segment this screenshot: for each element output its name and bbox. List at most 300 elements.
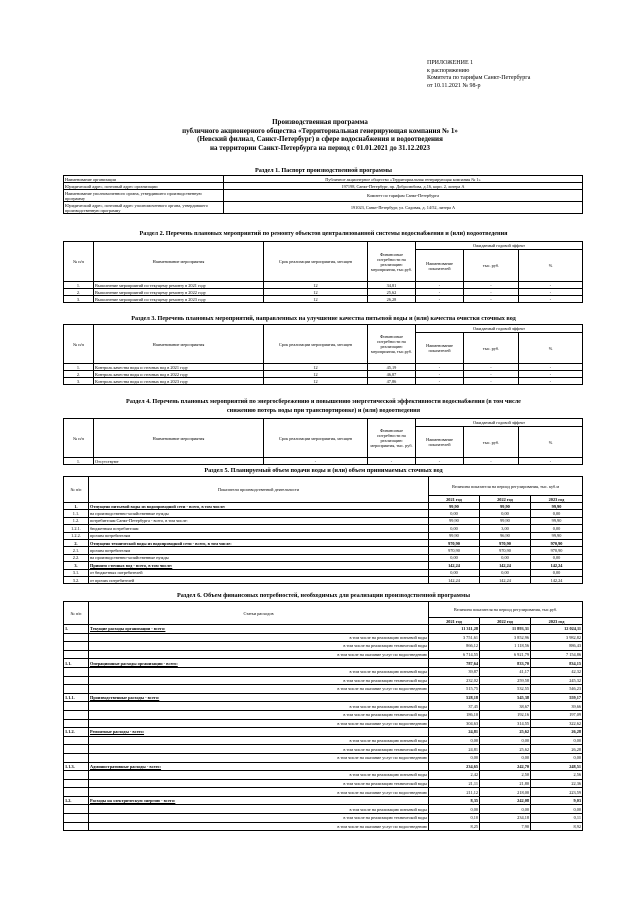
cell: 142,24 — [480, 562, 531, 569]
cell: 1.1. — [64, 659, 89, 668]
table-row — [64, 779, 583, 788]
cell: Наименование организации — [64, 176, 224, 183]
cell: 0,00 — [429, 736, 480, 745]
header-cell: Срок реализации мероприятия, месяцев — [264, 242, 368, 282]
cell: - — [519, 378, 583, 385]
cell: 2. — [64, 371, 94, 378]
cell: в том числе на реализацию питьевой воды — [89, 771, 429, 780]
cell: 0,00 — [429, 569, 480, 576]
header-cell: Срок реализации мероприятия, месяцев — [264, 419, 368, 458]
cell: 12 — [264, 296, 368, 303]
cell: 0,00 — [429, 510, 480, 517]
table-row — [64, 458, 583, 465]
cell: 9,03 — [531, 796, 583, 805]
cell — [64, 685, 89, 694]
header-cell: Наименование показателей — [416, 427, 464, 458]
cell: 0,11 — [531, 814, 583, 823]
title-line: Производственная программа — [272, 118, 368, 126]
cell: 970,90 — [531, 539, 583, 546]
cell: 1.1.2. — [64, 728, 89, 737]
cell: 142,24 — [480, 576, 531, 583]
cell: на производственно-хозяйственные нужды — [89, 554, 429, 561]
header-cell: Показатели производственной деятельности — [89, 477, 429, 503]
cell: 99,90 — [429, 517, 480, 524]
cell: 1.2.1. — [64, 525, 89, 532]
cell: 0,00 — [429, 525, 480, 532]
cell: в том числе на оказание услуг по водоотведению — [89, 822, 429, 831]
cell: Наименование уполномоченного органа, утвердившего производственную программу — [64, 190, 224, 202]
cell: 0,00 — [480, 554, 531, 561]
cell: Выполнение мероприятий по текущему ремонту в 2023 году — [94, 296, 264, 303]
cell: в том числе на реализацию питьевой воды — [89, 702, 429, 711]
cell: в том числе на реализацию технической воды — [89, 779, 429, 788]
cell: 2,50 — [480, 771, 531, 780]
cell: 3.1. — [64, 569, 89, 576]
cell: 0,00 — [531, 525, 583, 532]
cell — [64, 719, 89, 728]
cell: 25,62 — [480, 745, 531, 754]
cell: 248,51 — [531, 762, 583, 771]
table-row — [64, 762, 583, 771]
header-cell: % — [519, 427, 583, 458]
cell: 99,90 — [429, 503, 480, 510]
table-row — [64, 719, 583, 728]
cell: 3.2. — [64, 576, 89, 583]
cell: 970,90 — [531, 547, 583, 554]
header-cell: № п/п — [64, 419, 94, 458]
cell: Расходы на электрическую энергию - всего: — [89, 796, 429, 805]
header-cell: 2021 год — [429, 496, 480, 503]
cell: 197,09 — [531, 710, 583, 719]
table-row — [64, 676, 583, 685]
cell: Выполнение мероприятий по текущему ремонту в 2022 году — [94, 289, 264, 296]
header-cell: Величина показателя на период регулирования, тыс.руб. — [429, 602, 583, 618]
table-row — [64, 796, 583, 805]
section-4-title-cont: снижению потерь воды при транспортировке) и (или) водоотведения — [226, 407, 421, 414]
cell: 1.2. — [64, 796, 89, 805]
cell — [64, 667, 89, 676]
cell: 142,24 — [429, 576, 480, 583]
table-row — [64, 659, 583, 668]
cell: 7,90 — [480, 822, 531, 831]
cell: 866,12 — [429, 642, 480, 651]
cell: 6 921,79 — [480, 650, 531, 659]
cell: 99,90 — [531, 532, 583, 539]
cell: 242,08 — [480, 796, 531, 805]
cell: в том числе на оказание услуг по водоотведению — [89, 685, 429, 694]
cell — [64, 676, 89, 685]
cell: 45,19 — [368, 364, 416, 371]
header-cell: Ожидаемый годовой эффект — [416, 325, 583, 333]
cell: 3,00 — [480, 525, 531, 532]
header-cell: Наименование мероприятия — [94, 242, 264, 282]
cell: 38,67 — [480, 702, 531, 711]
cell — [64, 710, 89, 719]
cell: 0,00 — [531, 736, 583, 745]
cell — [64, 633, 89, 642]
cell: Комитет по тарифам Санкт-Петербурга — [224, 190, 583, 202]
cell: Юридический адрес, почтовый адрес организации — [64, 183, 224, 190]
section-5-title: Раздел 5. Планируемый объем подачи воды и (или) объем принимаемых сточных вод — [204, 467, 443, 474]
section-3-table — [63, 324, 583, 385]
table-row — [64, 517, 583, 524]
cell: 1.1. — [64, 510, 89, 517]
cell: 1. — [64, 282, 94, 289]
cell — [64, 650, 89, 659]
cell: 0,00 — [531, 805, 583, 814]
table-row — [64, 325, 583, 333]
cell: - — [416, 378, 464, 385]
header-cell: % — [519, 333, 583, 364]
cell: в том числе на оказание услуг по водоотведению — [89, 650, 429, 659]
cell: - — [464, 289, 519, 296]
table-row — [64, 510, 583, 517]
cell: - — [519, 282, 583, 289]
table-row — [64, 562, 583, 569]
cell: на производственно-хозяйственные нужды — [89, 510, 429, 517]
cell: 886,43 — [531, 642, 583, 651]
cell: в том числе на реализацию технической воды — [89, 676, 429, 685]
header-cell: 2022 год — [480, 618, 531, 625]
cell: 39,87 — [429, 667, 480, 676]
cell: Контроль качества воды и сточных вод в 2023 году — [94, 378, 264, 385]
cell: 99,90 — [480, 517, 531, 524]
table-row — [64, 503, 583, 510]
cell: 25,62 — [368, 289, 416, 296]
cell: в том числе на реализацию питьевой воды — [89, 736, 429, 745]
section-2-title: Раздел 2. Перечень плановых мероприятий по ремонту объектов централизованной системы водоснабжения и (или) водоотведения — [139, 230, 508, 237]
header-cell: Наименование мероприятия — [94, 325, 264, 364]
cell: 3. — [64, 562, 89, 569]
cell: 12 024,11 — [531, 625, 583, 634]
table-row — [64, 183, 583, 190]
cell: 833,70 — [480, 659, 531, 668]
cell — [64, 771, 89, 780]
cell: 1.1.3. — [64, 762, 89, 771]
cell: 47,86 — [368, 378, 416, 385]
cell: 42,32 — [531, 667, 583, 676]
cell: - — [464, 458, 519, 465]
table-row — [64, 364, 583, 371]
cell: 34,81 — [368, 282, 416, 289]
cell: 223,59 — [531, 788, 583, 797]
table-row — [64, 771, 583, 780]
cell: 7 154,86 — [531, 650, 583, 659]
cell: 11 311,28 — [429, 625, 480, 634]
cell: 0,00 — [429, 554, 480, 561]
cell: - — [264, 458, 368, 465]
appendix-line: от 10.11.2021 № 98-р — [427, 82, 481, 89]
cell: 0,10 — [429, 814, 480, 823]
cell: 142,24 — [429, 562, 480, 569]
section-4-title: Раздел 4. Перечень плановых мероприятий по энергосбережению и повышению энергетической эффективности водоснабжения (в том числе — [126, 398, 521, 405]
cell: 21,80 — [480, 779, 531, 788]
cell: в том числе на реализацию технической воды — [89, 814, 429, 823]
header-cell: 2022 год — [480, 496, 531, 503]
section-6-title: Раздел 6. Объем финансовых потребностей, необходимых для реализации производственной программы — [176, 592, 471, 599]
section-2-table — [63, 241, 583, 303]
cell: 8,35 — [429, 796, 480, 805]
cell: 192,16 — [480, 710, 531, 719]
cell: - — [464, 378, 519, 385]
section-1-table — [63, 175, 583, 214]
table-row — [64, 693, 583, 702]
title-line: публичного акционерного общества «Территориальная генерирующая компания № 1» — [182, 126, 458, 135]
cell — [64, 745, 89, 754]
section-5-table — [63, 476, 583, 584]
cell: Отсутствуют — [94, 458, 264, 465]
cell: 24,81 — [429, 728, 480, 737]
cell: 834,15 — [531, 659, 583, 668]
cell: 0,00 — [480, 510, 531, 517]
cell: 970,90 — [429, 539, 480, 546]
cell: 26,28 — [368, 296, 416, 303]
table-row — [64, 525, 583, 532]
cell: 0,00 — [531, 554, 583, 561]
cell: 242,70 — [480, 762, 531, 771]
header-cell: Финансовые потребности на реализацию мероприятия, тыс.руб. — [368, 242, 416, 282]
cell: 970,90 — [480, 539, 531, 546]
cell: 0,00 — [480, 753, 531, 762]
cell: от прочих потребителей — [89, 576, 429, 583]
table-row — [64, 419, 583, 427]
cell: 1.1.1. — [64, 693, 89, 702]
cell: прочим потребителям — [89, 547, 429, 554]
table-row — [64, 753, 583, 762]
cell: 3 982,82 — [531, 633, 583, 642]
cell: в том числе на реализацию технической воды — [89, 745, 429, 754]
table-row — [64, 788, 583, 797]
appendix-line: ПРИЛОЖЕНИЕ 1 — [427, 60, 474, 66]
header-cell: № п/п — [64, 242, 94, 282]
cell: Выполнение мероприятий по текущему ремонту в 2021 году — [94, 282, 264, 289]
cell: 12 — [264, 364, 368, 371]
cell: 532,55 — [480, 685, 531, 694]
cell: Юридический адрес, почтовый адрес уполномоченного органа, утвердившего производственную программу — [64, 202, 224, 214]
cell: 232,02 — [429, 676, 480, 685]
cell: 3 751,61 — [429, 633, 480, 642]
cell: 0,00 — [480, 805, 531, 814]
cell: 545,38 — [480, 693, 531, 702]
cell: - — [416, 289, 464, 296]
table-row — [64, 190, 583, 202]
header-cell: № п/п — [64, 325, 94, 364]
cell — [64, 702, 89, 711]
table-row — [64, 547, 583, 554]
cell: 96,90 — [480, 532, 531, 539]
header-cell: тыс. руб. — [464, 250, 519, 282]
cell: 515,75 — [429, 685, 480, 694]
cell: 304,63 — [429, 719, 480, 728]
table-row — [64, 625, 583, 634]
appendix-line: Комитета по тарифам Санкт-Петербурга — [427, 75, 531, 81]
cell: Отпущено питьевой воды из водопроводной сети - всего, в том числе: — [89, 503, 429, 510]
header-cell: Срок реализации мероприятия, месяцев — [264, 325, 368, 364]
header-cell: Наименование показателей — [416, 333, 464, 364]
section-1-title: Раздел 1. Паспорт производственной программы — [255, 167, 392, 174]
cell — [64, 642, 89, 651]
cell: 218,00 — [480, 788, 531, 797]
cell: в том числе на реализацию питьевой воды — [89, 633, 429, 642]
cell: 39,66 — [531, 702, 583, 711]
table-row — [64, 176, 583, 183]
cell: - — [416, 364, 464, 371]
cell: 186,10 — [429, 710, 480, 719]
cell: 1.2. — [64, 517, 89, 524]
cell: - — [519, 289, 583, 296]
header-cell: Финансовые потребности на реализацию мероприятия, тыс.руб. — [368, 325, 416, 364]
cell: 2.2. — [64, 554, 89, 561]
cell: прочим потребителям — [89, 532, 429, 539]
cell: Контроль качества воды и сточных вод в 2022 году — [94, 371, 264, 378]
cell: 12 — [264, 282, 368, 289]
table-row — [64, 633, 583, 642]
cell: в том числе на реализацию питьевой воды — [89, 667, 429, 676]
cell: в том числе на реализацию технической воды — [89, 710, 429, 719]
table-row — [64, 371, 583, 378]
header-cell: 2023 год — [531, 496, 583, 503]
cell: 21,11 — [429, 779, 480, 788]
cell: 2. — [64, 539, 89, 546]
table-row — [64, 296, 583, 303]
cell: 142,24 — [531, 576, 583, 583]
cell: Производственные расходы - всего: — [89, 693, 429, 702]
header-cell: % — [519, 250, 583, 282]
cell: - — [464, 371, 519, 378]
cell: 970,90 — [429, 547, 480, 554]
table-row — [64, 805, 583, 814]
cell: 37,45 — [429, 702, 480, 711]
table-row — [64, 282, 583, 289]
cell: 46,87 — [368, 371, 416, 378]
cell: 2. — [64, 289, 94, 296]
cell: 211,12 — [429, 788, 480, 797]
cell: 1. — [64, 625, 89, 634]
cell: 99,90 — [429, 532, 480, 539]
cell: 970,90 — [480, 547, 531, 554]
cell: 191023, Санкт-Петербург, ул. Садовая, д. 14/52, литера А — [224, 202, 583, 214]
cell — [64, 788, 89, 797]
cell — [64, 814, 89, 823]
cell: 11 893,31 — [480, 625, 531, 634]
table-row — [64, 477, 583, 496]
section-4-table — [63, 418, 583, 465]
cell: 2,42 — [429, 771, 480, 780]
header-cell: Величина показателя на период регулирования, тыс. куб.м — [429, 477, 583, 496]
cell: 3. — [64, 378, 94, 385]
cell — [64, 805, 89, 814]
cell: в том числе на реализацию питьевой воды — [89, 805, 429, 814]
cell: 1.2.2. — [64, 532, 89, 539]
cell: 8,92 — [531, 822, 583, 831]
cell: 99,90 — [480, 503, 531, 510]
header-cell: № п/п — [64, 602, 89, 625]
appendix-block — [427, 60, 530, 90]
cell: 6 714,55 — [429, 650, 480, 659]
table-row — [64, 814, 583, 823]
cell: 41,17 — [480, 667, 531, 676]
cell: 314,55 — [480, 719, 531, 728]
appendix-line: к распоряжению — [427, 67, 470, 74]
cell: - — [416, 371, 464, 378]
cell: - — [368, 458, 416, 465]
cell: 2.1. — [64, 547, 89, 554]
cell: Текущие расходы организации - всего: — [89, 625, 429, 634]
cell: Административные расходы - всего: — [89, 762, 429, 771]
cell: Отпущено технической воды из водопроводной сети - всего, в том числе: — [89, 539, 429, 546]
cell: 12 — [264, 289, 368, 296]
header-cell: Финансовые потребности на реализацию мероприятия, тыс. руб. — [368, 419, 416, 458]
header-cell: Наименование мероприятия — [94, 419, 264, 458]
cell — [64, 736, 89, 745]
header-cell: 2021 год — [429, 618, 480, 625]
cell: - — [519, 364, 583, 371]
cell: 99,90 — [531, 503, 583, 510]
document-title — [120, 118, 520, 152]
cell: от бюджетных потребителей — [89, 569, 429, 576]
cell: 0,00 — [480, 569, 531, 576]
cell: 197198, Санкт-Петербург, пр. Добролюбова, д.16, корп. 2, литера А — [224, 183, 583, 190]
cell: 259,58 — [480, 676, 531, 685]
cell: в том числе на оказание услуг по водоотведению — [89, 719, 429, 728]
cell: 559,17 — [531, 693, 583, 702]
cell: 26,28 — [531, 728, 583, 737]
cell: 142,24 — [531, 562, 583, 569]
table-row — [64, 685, 583, 694]
cell: 245,32 — [531, 676, 583, 685]
cell: 234,65 — [429, 762, 480, 771]
cell: 12 — [264, 371, 368, 378]
cell: 0,00 — [429, 805, 480, 814]
table-row — [64, 710, 583, 719]
table-row — [64, 532, 583, 539]
cell: 3. — [64, 296, 94, 303]
cell: 12 — [264, 378, 368, 385]
cell: 0,00 — [531, 753, 583, 762]
cell — [64, 753, 89, 762]
table-row — [64, 650, 583, 659]
cell: 22,36 — [531, 779, 583, 788]
cell: - — [464, 296, 519, 303]
title-line: на территории Санкт-Петербурга на период с 01.01.2021 до 31.12.2023 — [210, 143, 430, 152]
cell: 1. — [64, 458, 94, 465]
cell: 0,00 — [531, 510, 583, 517]
cell: 1. — [64, 364, 94, 371]
cell: - — [464, 282, 519, 289]
cell: в том числе на оказание услуг по водоотведению — [89, 753, 429, 762]
cell: Принято сточных вод - всего, в том числе: — [89, 562, 429, 569]
header-cell: тыс. руб. — [464, 427, 519, 458]
title-line: (Невский филиал, Санкт-Петербург) в сфере водоснабжения и водоотведения — [197, 135, 443, 143]
header-cell: Наименование показателей — [416, 250, 464, 282]
cell: Публичное акционерное общество «Территориальная генерирующая компания № 1» — [224, 176, 583, 183]
cell: - — [416, 296, 464, 303]
cell — [64, 779, 89, 788]
cell: 0,00 — [531, 569, 583, 576]
table-row — [64, 642, 583, 651]
cell — [64, 822, 89, 831]
cell: 24,81 — [429, 745, 480, 754]
cell: 25,62 — [480, 728, 531, 737]
cell: потребителям Санкт-Петербурга - всего, в том числе: — [89, 517, 429, 524]
header-cell: тыс. руб. — [464, 333, 519, 364]
table-row — [64, 242, 583, 250]
cell: 0,00 — [429, 753, 480, 762]
table-row — [64, 745, 583, 754]
cell: 0,00 — [480, 736, 531, 745]
cell: в том числе на оказание услуг по водоотведению — [89, 788, 429, 797]
cell: в том числе на реализацию технической воды — [89, 642, 429, 651]
